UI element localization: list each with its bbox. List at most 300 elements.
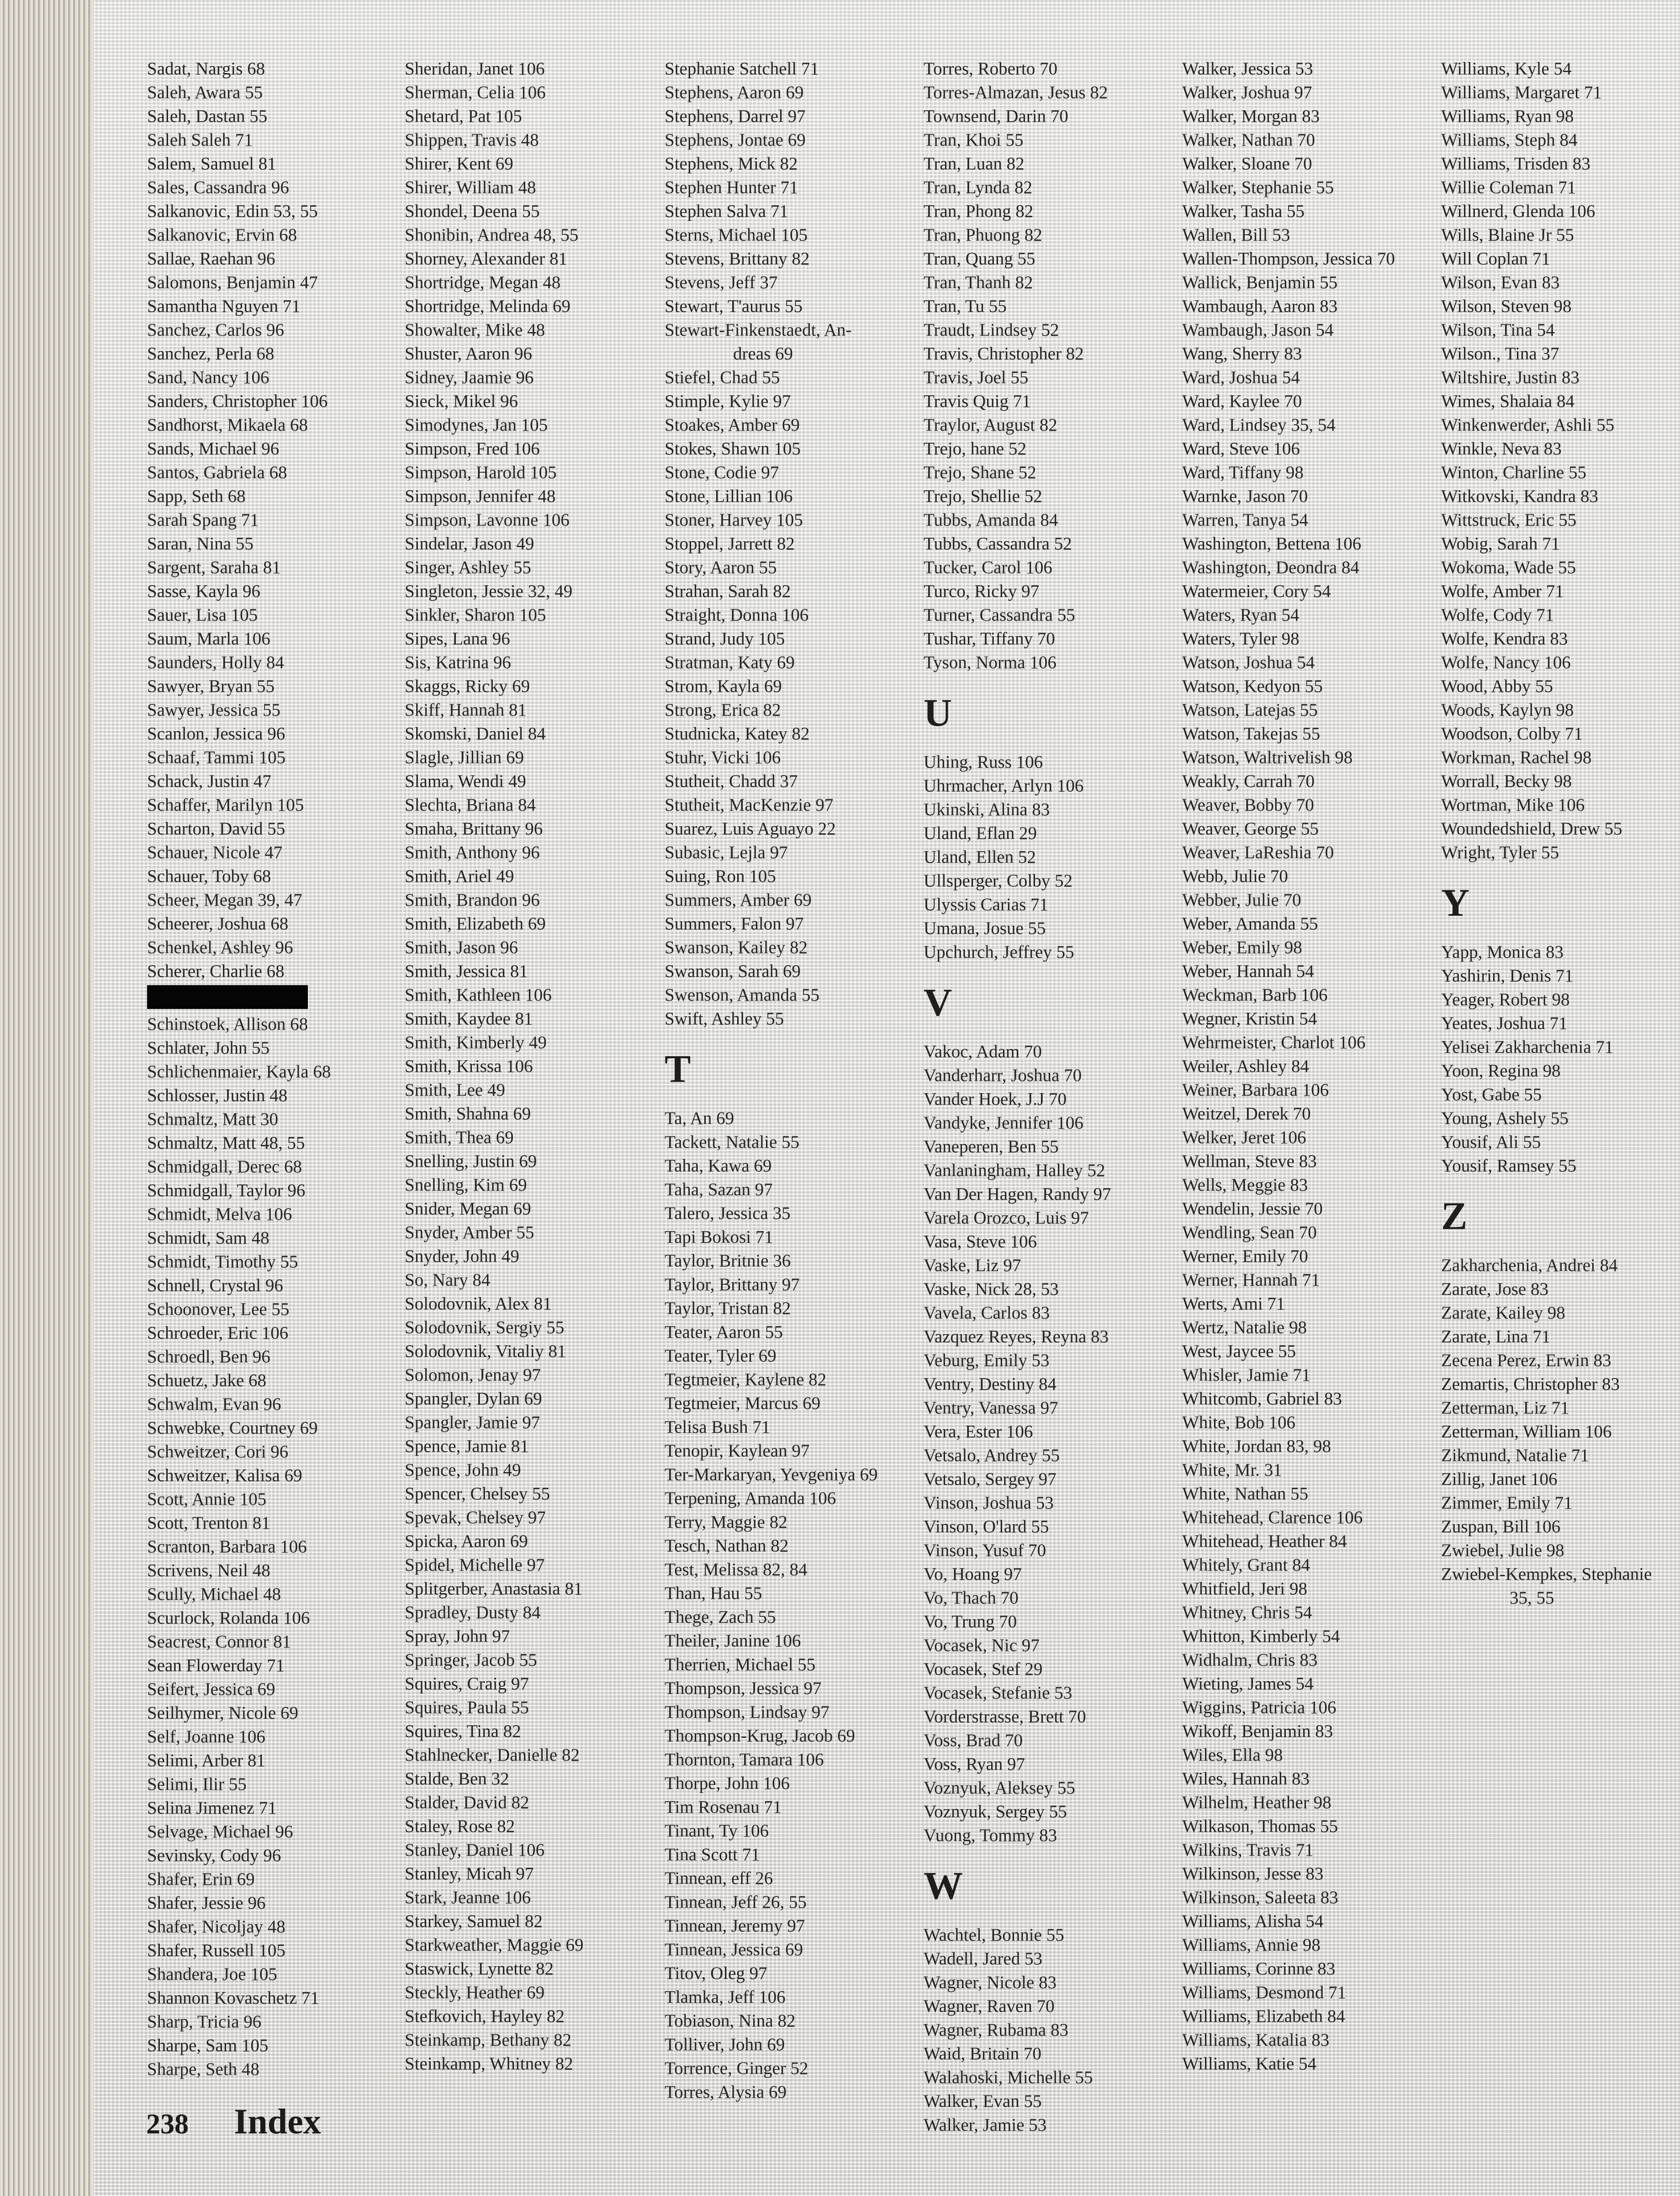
index-entry: Wilhelm, Heather 98 [1182, 1793, 1331, 1812]
index-entry: Talero, Jessica 35 [665, 1204, 791, 1223]
index-entry: Torres, Alysia 69 [665, 2082, 787, 2102]
index-column-4 [924, 57, 1179, 2137]
index-entry: Swenson, Amanda 55 [665, 985, 820, 1005]
index-entry: Story, Aaron 55 [665, 558, 777, 577]
index-entry: Sanders, Christopher 106 [147, 391, 328, 411]
index-entry: Vetsalo, Andrey 55 [924, 1446, 1060, 1465]
index-entry: Shafer, Erin 69 [147, 1869, 255, 1889]
index-entry: Smith, Krissa 106 [405, 1056, 533, 1076]
index-entry: Vuong, Tommy 83 [924, 1826, 1057, 1845]
index-entry: Umana, Josue 55 [924, 919, 1046, 938]
index-entry: Staley, Rose 82 [405, 1816, 515, 1836]
index-entry: Shortridge, Megan 48 [405, 273, 561, 292]
index-entry: Seilhymer, Nicole 69 [147, 1703, 298, 1723]
index-entry: Saleh Saleh 71 [147, 130, 253, 150]
index-entry: Zarate, Jose 83 [1441, 1279, 1548, 1299]
index-entry: Widhalm, Chris 83 [1182, 1650, 1318, 1670]
index-entry: Studnicka, Katey 82 [665, 724, 810, 744]
index-entry: Shafer, Nicoljay 48 [147, 1917, 285, 1937]
index-entry: Ward, Tiffany 98 [1182, 463, 1304, 482]
index-entry: Warren, Tanya 54 [1182, 510, 1309, 530]
index-entry: Wilkason, Thomas 55 [1182, 1816, 1338, 1836]
index-entry: Staswick, Lynette 82 [405, 1959, 554, 1979]
index-entry: Ukinski, Alina 83 [924, 800, 1050, 819]
index-entry: Titov, Oleg 97 [665, 1964, 767, 1983]
index-entry: Stalde, Ben 32 [405, 1769, 509, 1789]
index-entry: Torres-Almazan, Jesus 82 [924, 83, 1108, 102]
index-entry: Vander Hoek, J.J 70 [924, 1089, 1067, 1109]
index-entry: Vazquez Reyes, Reyna 83 [924, 1327, 1109, 1346]
index-entry: Traudt, Lindsey 52 [924, 320, 1059, 340]
index-entry: Sinkler, Sharon 105 [405, 605, 546, 625]
index-entry: Shuster, Aaron 96 [405, 344, 532, 364]
index-entry: Weber, Hannah 54 [1182, 961, 1314, 981]
index-entry: Slechta, Briana 84 [405, 795, 536, 815]
index-entry: Wagner, Nicole 83 [924, 1973, 1057, 1992]
index-entry: Schroeder, Eric 106 [147, 1323, 289, 1343]
index-entry: Telisa Bush 71 [665, 1417, 771, 1437]
index-entry: Springer, Jacob 55 [405, 1650, 537, 1670]
index-entry: Ulyssis Carias 71 [924, 895, 1048, 914]
index-entry: Wendling, Sean 70 [1182, 1223, 1317, 1242]
index-entry: Trejo, Shellie 52 [924, 486, 1042, 506]
index-entry: Simodynes, Jan 105 [405, 415, 548, 435]
index-entry: Werner, Hannah 71 [1182, 1270, 1320, 1290]
index-entry: Starkey, Samuel 82 [405, 1911, 543, 1931]
index-entry: Sallae, Raehan 96 [147, 249, 275, 269]
index-entry: Webber, Julie 70 [1182, 890, 1301, 910]
index-entry: Tesch, Nathan 82 [665, 1536, 789, 1556]
index-entry: Spray, John 97 [405, 1626, 510, 1646]
index-entry: Stewart-Finkenstaedt, An- [665, 320, 852, 340]
index-entry: Skiff, Hannah 81 [405, 700, 527, 720]
index-entry: Waters, Tyler 98 [1182, 629, 1300, 649]
index-entry: Walker, Evan 55 [924, 2091, 1042, 2111]
index-column-5 [1182, 57, 1438, 2076]
index-entry: Spangler, Jamie 97 [405, 1413, 540, 1432]
index-entry: Shirer, Kent 69 [405, 154, 513, 174]
index-entry: Scheerer, Joshua 68 [147, 914, 289, 934]
index-entry: Sarah Spang 71 [147, 510, 259, 530]
index-entry: Schinstoek, Allison 68 [147, 1014, 308, 1034]
section-title: Index [234, 2101, 321, 2141]
index-entry: Stalder, David 82 [405, 1793, 529, 1812]
index-entry: Smith, Brandon 96 [405, 890, 540, 910]
index-entry: Zakharchenia, Andrei 84 [1441, 1256, 1618, 1275]
index-entry: Stone, Lillian 106 [665, 486, 793, 506]
index-entry: Steckly, Heather 69 [405, 1983, 545, 2002]
index-entry: Vinson, Yusuf 70 [924, 1541, 1046, 1560]
index-entry: Schweitzer, Kalisa 69 [147, 1466, 302, 1485]
index-entry: Vocasek, Stefanie 53 [924, 1683, 1072, 1703]
index-entry: Uhing, Russ 106 [924, 752, 1043, 772]
index-entry: Woundedshield, Drew 55 [1441, 819, 1622, 839]
index-entry: Sipes, Lana 96 [405, 629, 510, 649]
index-entry: Yelisei Zakharchenia 71 [1441, 1037, 1614, 1057]
index-entry: Stratman, Katy 69 [665, 653, 795, 672]
index-entry: Zemartis, Christopher 83 [1441, 1374, 1620, 1394]
index-entry: Wiltshire, Justin 83 [1441, 368, 1580, 387]
section-letter-heading: T [665, 1047, 691, 1091]
index-entry: Schmidgall, Derec 68 [147, 1157, 302, 1177]
index-entry: Tran, Tu 55 [924, 296, 1007, 316]
index-entry: Wilson, Evan 83 [1441, 273, 1560, 292]
index-entry: Weitzel, Derek 70 [1182, 1104, 1311, 1124]
index-entry: Sapp, Seth 68 [147, 486, 246, 506]
index-entry: Self, Joanne 106 [147, 1727, 265, 1747]
index-entry: Wehrmeister, Charlot 106 [1182, 1033, 1366, 1052]
index-entry: Stoppel, Jarrett 82 [665, 534, 795, 554]
index-entry: Wellman, Steve 83 [1182, 1151, 1317, 1171]
index-entry: Schuetz, Jake 68 [147, 1371, 267, 1390]
index-entry: Workman, Rachel 98 [1441, 748, 1592, 767]
index-entry: Skomski, Daniel 84 [405, 724, 546, 744]
index-entry: Tlamka, Jeff 106 [665, 1987, 786, 2007]
index-entry: Wiles, Ella 98 [1182, 1745, 1283, 1765]
index-entry: Selina Jimenez 71 [147, 1798, 277, 1818]
index-entry: Snelling, Kim 69 [405, 1175, 527, 1195]
index-entry: Skaggs, Ricky 69 [405, 676, 530, 696]
index-entry: Smith, Shahna 69 [405, 1104, 531, 1124]
index-entry: Sharpe, Seth 48 [147, 2059, 259, 2079]
index-entry: Willnerd, Glenda 106 [1441, 201, 1595, 221]
index-entry: Zikmund, Natalie 71 [1441, 1446, 1589, 1465]
index-entry: Seacrest, Connor 81 [147, 1632, 291, 1652]
index-entry: Splitgerber, Anastasia 81 [405, 1579, 583, 1599]
index-entry: Tucker, Carol 106 [924, 558, 1052, 577]
index-entry: Uhrmacher, Arlyn 106 [924, 776, 1084, 796]
index-entry: Spence, John 49 [405, 1460, 521, 1480]
index-entry: Walker, Jamie 53 [924, 2115, 1047, 2135]
index-entry: Sawyer, Jessica 55 [147, 700, 280, 720]
index-entry: Schoonover, Lee 55 [147, 1299, 290, 1319]
index-entry: Ward, Kaylee 70 [1182, 391, 1302, 411]
index-entry: Tapi Bokosi 71 [665, 1227, 773, 1247]
index-entry: Whitehead, Heather 84 [1182, 1531, 1347, 1551]
index-entry: Sadat, Nargis 68 [147, 59, 265, 79]
index-entry: Weaver, Bobby 70 [1182, 795, 1314, 815]
index-entry: Webb, Julie 70 [1182, 866, 1288, 886]
index-entry: Smith, Jessica 81 [405, 961, 528, 981]
index-entry: West, Jaycee 55 [1182, 1341, 1296, 1361]
section-letter-heading: Z [1441, 1194, 1468, 1238]
index-entry: Stutheit, Chadd 37 [665, 771, 798, 791]
index-entry: Williams, Annie 98 [1182, 1935, 1321, 1955]
index-entry: Strong, Erica 82 [665, 700, 781, 720]
index-entry: Traylor, August 82 [924, 415, 1057, 435]
index-entry: Tran, Luan 82 [924, 154, 1025, 174]
index-entry: Saleh, Awara 55 [147, 83, 263, 102]
index-entry: Shonibin, Andrea 48, 55 [405, 225, 579, 245]
index-entry: Steinkamp, Whitney 82 [405, 2054, 573, 2074]
index-entry: Zarate, Lina 71 [1441, 1327, 1551, 1346]
index-entry: Wright, Tyler 55 [1441, 843, 1559, 862]
index-entry: Snelling, Justin 69 [405, 1151, 537, 1171]
index-entry: Williams, Kyle 54 [1441, 59, 1572, 79]
index-entry: Yousif, Ali 55 [1441, 1132, 1541, 1152]
index-entry: Schauer, Nicole 47 [147, 843, 283, 862]
index-entry: Wambaugh, Jason 54 [1182, 320, 1334, 340]
index-entry: Whitehead, Clarence 106 [1182, 1508, 1363, 1527]
index-entry: Smith, Kaydee 81 [405, 1009, 533, 1029]
index-entry: Tran, Thanh 82 [924, 273, 1033, 292]
index-entry: Sterns, Michael 105 [665, 225, 808, 245]
index-entry: Solodovnik, Sergiy 55 [405, 1318, 565, 1337]
index-column-2 [405, 57, 660, 2076]
index-entry: Schenkel, Ashley 96 [147, 938, 293, 957]
index-entry: Wallick, Benjamin 55 [1182, 273, 1338, 292]
index-entry: Tran, Phong 82 [924, 201, 1034, 221]
index-entry: Stephen Salva 71 [665, 201, 788, 221]
index-entry: Weiler, Ashley 84 [1182, 1056, 1309, 1076]
index-entry: Wachtel, Bonnie 55 [924, 1925, 1064, 1945]
index-entry: Sawyer, Bryan 55 [147, 676, 275, 696]
index-entry: Smith, Anthony 96 [405, 843, 540, 862]
index-entry: Schaaf, Tammi 105 [147, 748, 286, 767]
index-entry: Test, Melissa 82, 84 [665, 1560, 808, 1579]
index-entry: White, Mr. 31 [1182, 1460, 1282, 1480]
index-entry: Selimi, Arber 81 [147, 1751, 265, 1770]
index-entry: Washington, Deondra 84 [1182, 558, 1359, 577]
index-entry: Shannon Kovaschetz 71 [147, 1988, 319, 2008]
index-entry: Stutheit, MacKenzie 97 [665, 795, 834, 815]
index-entry: Sharpe, Sam 105 [147, 2036, 269, 2055]
index-entry: Selvage, Michael 96 [147, 1822, 293, 1842]
index-entry: Wolfe, Nancy 106 [1441, 653, 1571, 672]
index-entry: Whitely, Grant 84 [1182, 1555, 1310, 1575]
index-entry: Van Der Hagen, Randy 97 [924, 1184, 1111, 1204]
index-entry: Wells, Meggie 83 [1182, 1175, 1308, 1195]
index-entry: Williams, Katalia 83 [1182, 2030, 1330, 2050]
index-entry: Tenopir, Kaylean 97 [665, 1441, 810, 1461]
index-entry: Stahlnecker, Danielle 82 [405, 1745, 580, 1765]
index-entry: Thorpe, John 106 [665, 1774, 790, 1793]
index-entry: Salomons, Benjamin 47 [147, 273, 318, 292]
index-entry: Stoakes, Amber 69 [665, 415, 800, 435]
index-entry: Spevak, Chelsey 97 [405, 1508, 546, 1527]
index-entry: Selimi, Ilir 55 [147, 1774, 247, 1794]
index-entry: Shafer, Russell 105 [147, 1941, 285, 1960]
index-entry: Tinnean, Jessica 69 [665, 1940, 803, 1959]
index-entry: Walker, Nathan 70 [1182, 130, 1315, 150]
index-column-1 [147, 57, 403, 2081]
index-entry: Vinson, Joshua 53 [924, 1493, 1054, 1513]
index-entry: Werner, Emily 70 [1182, 1246, 1308, 1266]
index-entry: Swanson, Kailey 82 [665, 938, 808, 957]
index-entry: Wolfe, Kendra 83 [1441, 629, 1568, 649]
index-entry: Snyder, John 49 [405, 1246, 519, 1266]
index-entry: Sherman, Celia 106 [405, 83, 546, 102]
index-entry: Uland, Ellen 52 [924, 847, 1036, 867]
index-entry: Walker, Jessica 53 [1182, 59, 1313, 79]
index-entry: Walker, Joshua 97 [1182, 83, 1312, 102]
index-entry: Swanson, Sarah 69 [665, 961, 801, 981]
index-entry: Smith, Kathleen 106 [405, 985, 552, 1005]
index-entry: Taylor, Britnie 36 [665, 1251, 791, 1271]
index-entry: Sauer, Lisa 105 [147, 605, 258, 625]
index-entry: Shondel, Deena 55 [405, 201, 540, 221]
index-entry: Stephens, Darrel 97 [665, 106, 806, 126]
index-entry: Wood, Abby 55 [1441, 676, 1553, 696]
index-entry: Weiner, Barbara 106 [1182, 1080, 1329, 1100]
index-entry: Whitcomb, Gabriel 83 [1182, 1389, 1342, 1409]
redaction-bar [147, 985, 308, 1009]
index-entry: Uland, Eflan 29 [924, 824, 1037, 843]
index-entry: Straight, Donna 106 [665, 605, 809, 625]
index-entry: Torres, Roberto 70 [924, 59, 1057, 79]
index-entry: Wortman, Mike 106 [1441, 795, 1585, 815]
index-entry: Swift, Ashley 55 [665, 1009, 784, 1029]
index-entry: Therrien, Michael 55 [665, 1655, 816, 1674]
index-entry: Taylor, Tristan 82 [665, 1299, 791, 1318]
index-entry: Stewart, T'aurus 55 [665, 296, 803, 316]
index-entry: Tran, Lynda 82 [924, 178, 1032, 197]
index-entry: Scanlon, Jessica 96 [147, 724, 285, 744]
index-entry: Woods, Kaylyn 98 [1441, 700, 1574, 720]
index-entry: Summers, Falon 97 [665, 914, 804, 934]
index-entry: White, Bob 106 [1182, 1413, 1296, 1432]
index-entry: Wittstruck, Eric 55 [1441, 510, 1577, 530]
index-entry: Taha, Kawa 69 [665, 1156, 772, 1176]
index-entry: Smith, Elizabeth 69 [405, 914, 546, 934]
index-entry: Smaha, Brittany 96 [405, 819, 543, 839]
index-entry: Terpening, Amanda 106 [665, 1489, 836, 1508]
index-entry: Whisler, Jamie 71 [1182, 1365, 1311, 1385]
index-entry: Wikoff, Benjamin 83 [1182, 1721, 1333, 1741]
index-entry: Stefkovich, Hayley 82 [405, 2006, 565, 2026]
index-entry: Ventry, Destiny 84 [924, 1374, 1057, 1394]
index-entry: Voss, Brad 70 [924, 1731, 1023, 1750]
index-entry: So, Nary 84 [405, 1270, 491, 1290]
index-entry: Watson, Kedyon 55 [1182, 676, 1323, 696]
index-entry: Shirer, William 48 [405, 178, 536, 197]
index-entry: Waid, Britain 70 [924, 2044, 1041, 2064]
index-entry: Shandera, Joe 105 [147, 1964, 277, 1984]
index-entry: Vandyke, Jennifer 106 [924, 1113, 1083, 1133]
index-entry: Sharp, Tricia 96 [147, 2012, 262, 2032]
index-entry: Stephens, Jontae 69 [665, 130, 806, 150]
index-entry: Stephen Hunter 71 [665, 178, 798, 197]
index-entry: Starkweather, Maggie 69 [405, 1935, 584, 1955]
index-entry: Spicka, Aaron 69 [405, 1531, 528, 1551]
index-entry: Showalter, Mike 48 [405, 320, 545, 340]
index-entry: Stanley, Micah 97 [405, 1864, 534, 1884]
index-entry: Schaffer, Marilyn 105 [147, 795, 304, 815]
index-entry: Travis, Joel 55 [924, 368, 1029, 387]
index-entry: Vasa, Steve 106 [924, 1232, 1037, 1251]
index-entry: Walker, Morgan 83 [1182, 106, 1320, 126]
index-entry: Schweitzer, Cori 96 [147, 1442, 289, 1462]
index-entry: Singer, Ashley 55 [405, 558, 531, 577]
index-entry: Stevens, Brittany 82 [665, 249, 810, 269]
index-entry: Turner, Cassandra 55 [924, 605, 1075, 625]
index-entry: Tinant, Ty 106 [665, 1821, 769, 1841]
page-number: 238 [146, 2109, 189, 2140]
index-entry: Winkenwerder, Ashli 55 [1441, 415, 1615, 435]
index-entry: Tran, Khoi 55 [924, 130, 1024, 150]
index-entry: Trejo, Shane 52 [924, 463, 1036, 482]
index-entry: Sales, Cassandra 96 [147, 178, 289, 197]
index-entry: Schnell, Crystal 96 [147, 1276, 283, 1295]
index-entry: Ward, Steve 106 [1182, 439, 1300, 459]
index-entry: Werts, Ami 71 [1182, 1294, 1285, 1314]
index-entry: Scully, Michael 48 [147, 1584, 281, 1604]
index-entry: Weber, Amanda 55 [1182, 914, 1318, 934]
index-entry: Vera, Ester 106 [924, 1422, 1033, 1441]
index-entry: Steinkamp, Bethany 82 [405, 2030, 572, 2050]
index-entry: Stark, Jeanne 106 [405, 1888, 531, 1907]
section-letter-heading: Y [1441, 881, 1470, 924]
index-entry: Teater, Aaron 55 [665, 1322, 783, 1342]
index-entry: Stanley, Daniel 106 [405, 1840, 545, 1860]
index-entry: Scott, Trenton 81 [147, 1513, 270, 1533]
index-entry: Zecena Perez, Erwin 83 [1441, 1351, 1611, 1370]
index-entry: Zetterman, Liz 71 [1441, 1398, 1569, 1418]
index-entry: Weber, Emily 98 [1182, 938, 1302, 957]
index-entry: Vinson, O'lard 55 [924, 1517, 1049, 1536]
index-entry: Saum, Marla 106 [147, 629, 270, 649]
index-entry: Winkle, Neva 83 [1441, 439, 1562, 459]
index-entry: Thompson, Jessica 97 [665, 1679, 822, 1698]
index-entry: Schack, Justin 47 [147, 771, 271, 791]
index-entry: Tran, Phuong 82 [924, 225, 1042, 245]
index-entry: Yousif, Ramsey 55 [1441, 1156, 1577, 1176]
index-entry: Snider, Megan 69 [405, 1199, 531, 1219]
index-entry: Wobig, Sarah 71 [1441, 534, 1560, 554]
index-entry: Wilson, Steven 98 [1441, 296, 1572, 316]
index-entry: Worrall, Becky 98 [1441, 771, 1572, 791]
index-entry: Sanchez, Perla 68 [147, 344, 275, 364]
index-entry: Smith, Jason 96 [405, 938, 518, 957]
index-entry: Williams, Margaret 71 [1441, 83, 1602, 102]
index-entry: Suarez, Luis Aguayo 22 [665, 819, 836, 839]
index-entry: Stokes, Shawn 105 [665, 439, 801, 459]
index-entry: Tackett, Natalie 55 [665, 1132, 800, 1152]
section-letter-heading: V [924, 980, 952, 1024]
index-entry: Tim Rosenau 71 [665, 1797, 782, 1817]
index-column-3 [665, 57, 920, 2104]
index-entry: Yoon, Regina 98 [1441, 1061, 1561, 1081]
index-entry: Solodovnik, Alex 81 [405, 1294, 552, 1314]
index-entry: Williams, Elizabeth 84 [1182, 2006, 1345, 2026]
index-entry: Terry, Maggie 82 [665, 1512, 787, 1532]
index-entry: Weakly, Carrah 70 [1182, 771, 1315, 791]
index-entry: Voznyuk, Aleksey 55 [924, 1778, 1075, 1798]
index-entry: Williams, Katie 54 [1182, 2054, 1317, 2074]
index-entry: Ullsperger, Colby 52 [924, 871, 1072, 891]
index-entry: Wagner, Rubama 83 [924, 2020, 1068, 2040]
index-entry: Tyson, Norma 106 [924, 653, 1057, 672]
index-entry: Weaver, LaReshia 70 [1182, 843, 1334, 862]
index-entry: Wilkinson, Saleeta 83 [1182, 1888, 1338, 1907]
index-entry: Scranton, Barbara 106 [147, 1537, 307, 1557]
index-entry: Simpson, Harold 105 [405, 463, 557, 482]
index-entry: Willie Coleman 71 [1441, 178, 1576, 197]
index-entry: Yeager, Robert 98 [1441, 990, 1570, 1009]
index-entry: Wilkins, Travis 71 [1182, 1840, 1314, 1860]
index-entry: Vanlaningham, Halley 52 [924, 1161, 1105, 1180]
index-entry: Sanchez, Carlos 96 [147, 320, 285, 340]
index-entry: Spence, Jamie 81 [405, 1436, 529, 1456]
index-entry: Schauer, Toby 68 [147, 866, 271, 886]
index-entry: Stone, Codie 97 [665, 463, 779, 482]
index-entry: Summers, Amber 69 [665, 890, 812, 910]
index-entry: Slagle, Jillian 69 [405, 748, 524, 767]
index-entry: Sieck, Mikel 96 [405, 391, 518, 411]
index-entry: Williams, Corinne 83 [1182, 1959, 1336, 1979]
index-entry: Smith, Ariel 49 [405, 866, 514, 886]
index-entry: Walker, Stephanie 55 [1182, 178, 1334, 197]
